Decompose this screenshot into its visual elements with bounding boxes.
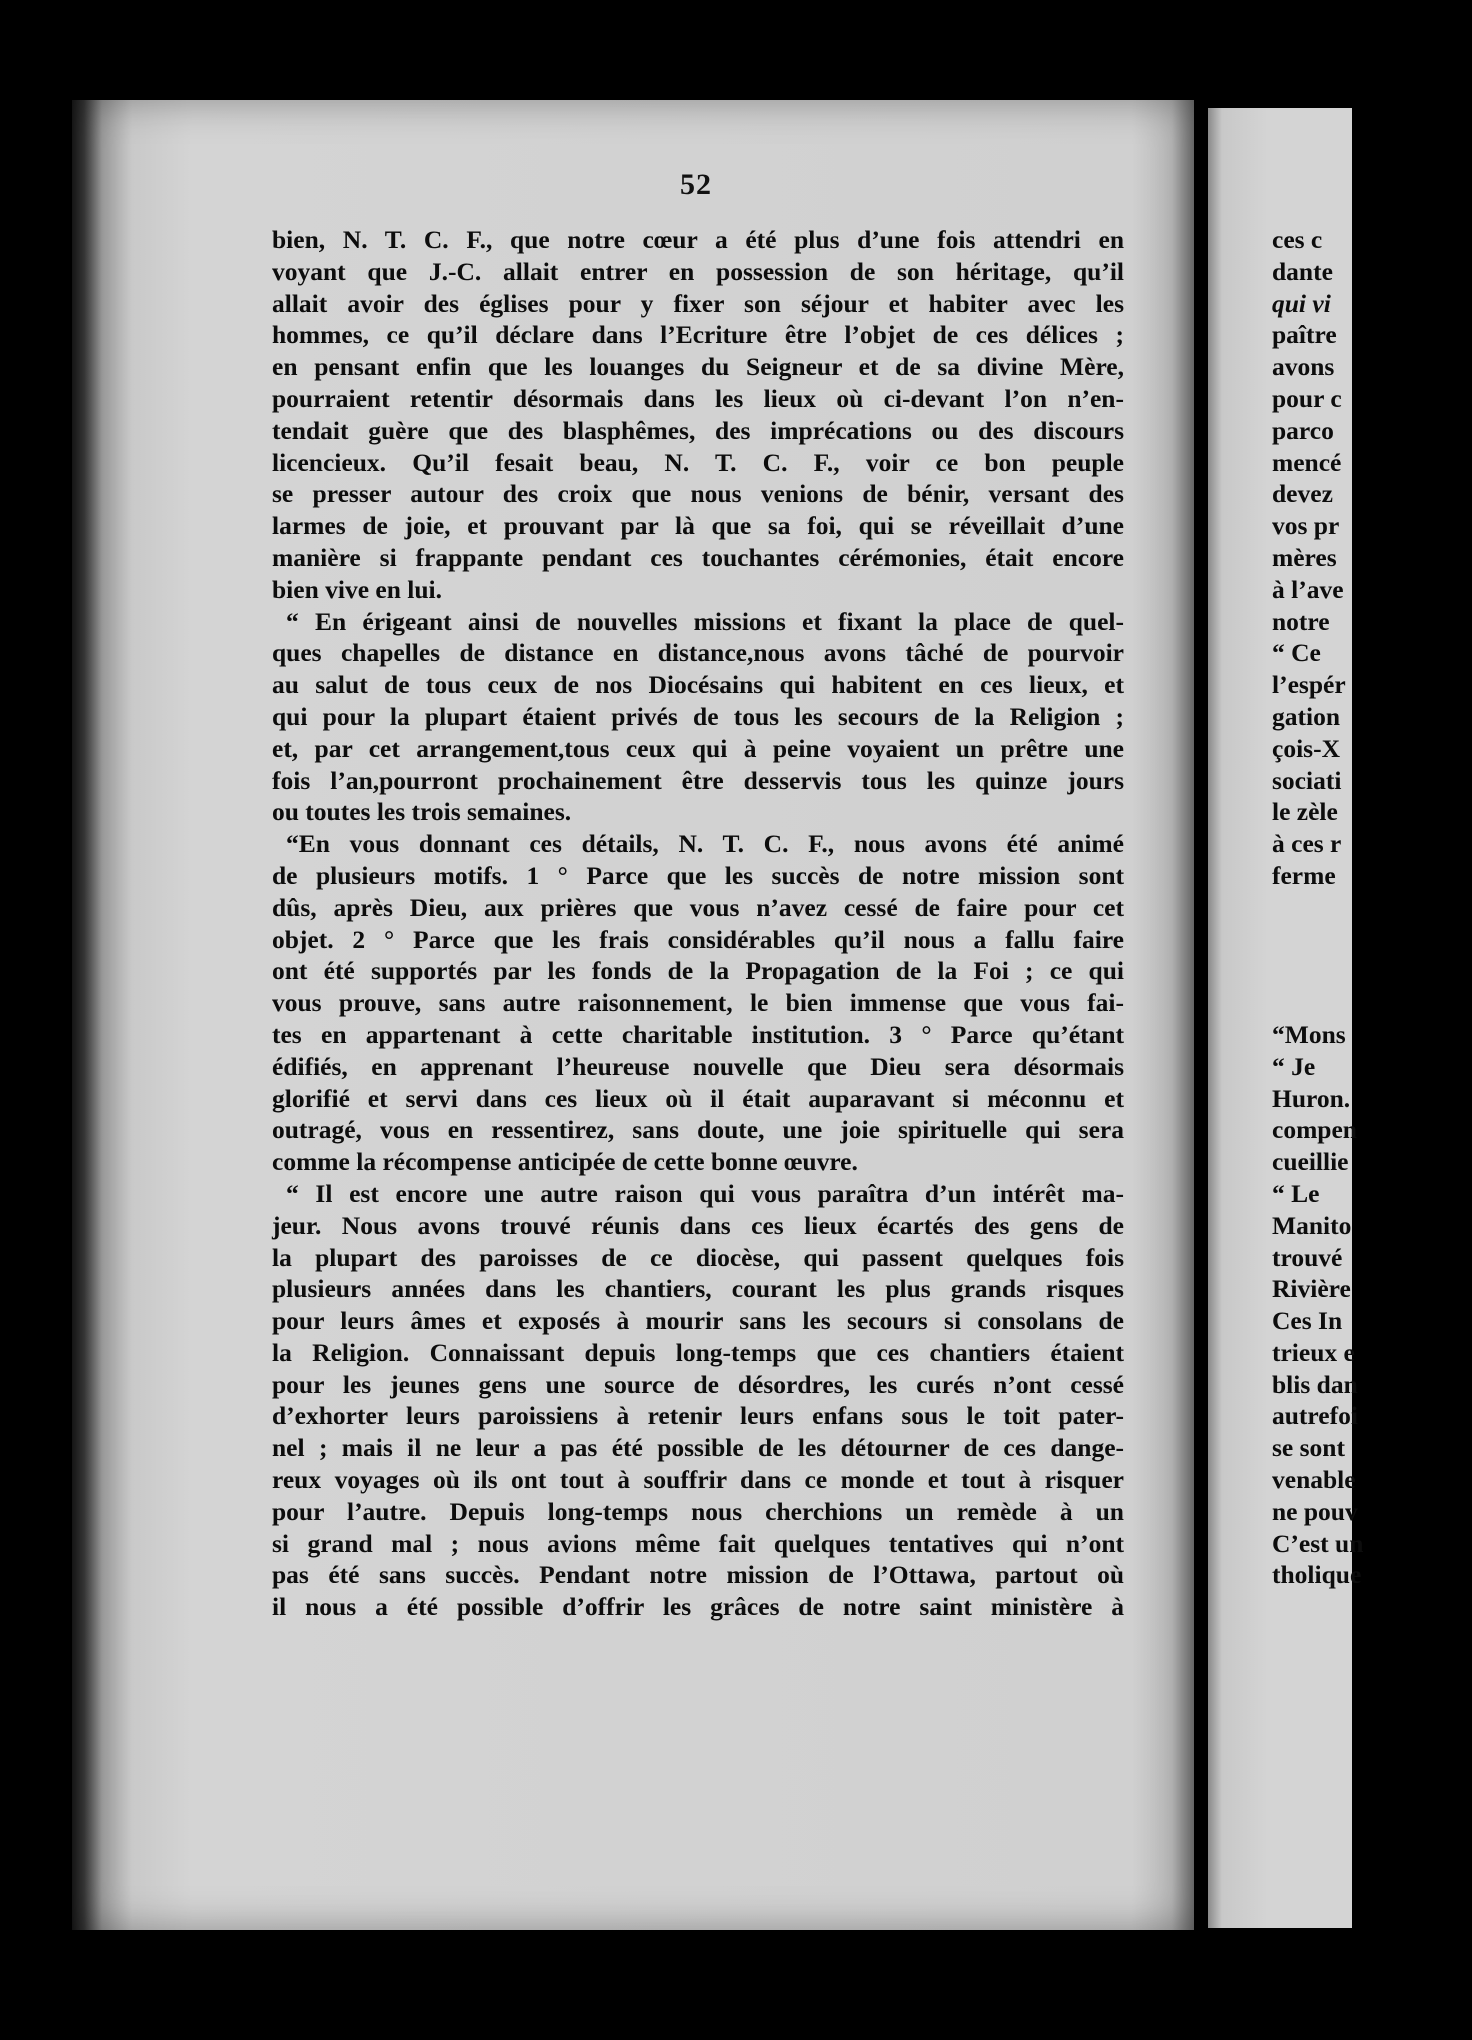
right-page-line-fragment: sociati xyxy=(1272,765,1342,795)
right-page-line-fragment: “ Le xyxy=(1272,1178,1320,1208)
right-page-line-fragment: paître xyxy=(1272,320,1337,350)
text-line: se presser autour des croix que nous venions de bénir, versant des xyxy=(272,479,1124,509)
right-page-line-fragment: ne pouv xyxy=(1272,1496,1358,1526)
right-page-line-fragment: Manito xyxy=(1272,1210,1352,1240)
right-page-line-fragment: ferme xyxy=(1272,860,1336,890)
right-page-line-fragment: venable xyxy=(1272,1465,1356,1495)
right-page-line-fragment: gation xyxy=(1272,701,1341,731)
right-page-line-fragment xyxy=(1272,955,1472,987)
right-page-line-fragment: pour c xyxy=(1272,383,1342,413)
main-text-column xyxy=(272,224,1124,1623)
right-page-line-fragment: “Mons xyxy=(1272,1019,1346,1049)
left-binding-shadow xyxy=(0,0,72,2040)
text-line: allait avoir des églises pour y fixer son séjour et habiter avec les xyxy=(272,288,1124,318)
text-line: “En vous donnant ces détails, N. T. C. F., nous avons été animé xyxy=(286,829,1124,859)
right-page-line-fragment: “ Ce xyxy=(1272,638,1321,668)
text-line: “ En érigeant ainsi de nouvelles missions et fixant la place de quel- xyxy=(286,606,1124,636)
text-line: vous prouve, sans autre raisonnement, le bien immense que vous fai- xyxy=(272,988,1124,1018)
page-fold-divider xyxy=(1194,100,1208,1940)
text-line: pas été sans succès. Pendant notre mission de l’Ottawa, partout où xyxy=(272,1560,1124,1590)
text-line: bien, N. T. C. F., que notre cœur a été plus d’une fois attendri en xyxy=(272,225,1124,254)
text-line: ques chapelles de distance en distance,nous avons tâché de pourvoir xyxy=(272,638,1124,668)
right-page-line-fragment: parco xyxy=(1272,415,1334,445)
right-page-line-fragment: tholique xyxy=(1272,1560,1362,1590)
right-page-line-fragment: blis dan xyxy=(1272,1369,1358,1399)
text-line: reux voyages où ils ont tout à souffrir dans ce monde et tout à risquer xyxy=(272,1465,1124,1495)
page-number: 52 xyxy=(680,168,712,201)
text-line: pourraient retentir désormais dans les lieux où ci-devant l’on n’en- xyxy=(272,383,1124,413)
text-line: comme la récompense anticipée de cette bonne œuvre. xyxy=(272,1147,858,1177)
right-page-line-fragment: çois-X xyxy=(1272,733,1340,763)
right-page-line-fragment: Ces In xyxy=(1272,1306,1343,1336)
text-line: dûs, après Dieu, aux prières que vous n’avez cessé de faire pour cet xyxy=(272,892,1124,922)
text-line: si grand mal ; nous avions même fait quelques tentatives qui n’ont xyxy=(272,1528,1124,1558)
right-page-line-fragment: se sont xyxy=(1272,1433,1345,1463)
text-line: d’exhorter leurs paroissiens à retenir leurs enfans sous le toit pater- xyxy=(272,1401,1124,1431)
text-line: pour leurs âmes et exposés à mourir sans les secours si consolans de xyxy=(272,1306,1124,1336)
right-page-line-fragment: Rivière xyxy=(1272,1274,1351,1304)
right-page-line-fragment xyxy=(1272,892,1472,924)
text-line: “ Il est encore une autre raison qui vous paraîtra d’un intérêt ma- xyxy=(286,1178,1124,1208)
right-page-line-fragment: notre xyxy=(1272,606,1330,636)
text-line: manière si frappante pendant ces touchantes cérémonies, était encore xyxy=(272,542,1124,572)
right-page-line-fragment: l’espér xyxy=(1272,670,1346,700)
text-line: plusieurs années dans les chantiers, courant les plus grands risques xyxy=(272,1274,1124,1304)
text-line: de plusieurs motifs. 1 ° Parce que les succès de notre mission sont xyxy=(272,860,1124,890)
text-line: fois l’an,pourront prochainement être desservis tous les quinze jours xyxy=(272,765,1124,795)
text-line: bien vive en lui. xyxy=(272,574,443,604)
right-page-line-fragment: à l’ave xyxy=(1272,574,1344,604)
text-line: et, par cet arrangement,tous ceux qui à peine voyaient un prêtre une xyxy=(272,733,1124,763)
text-line: ou toutes les trois semaines. xyxy=(272,797,572,827)
right-page-line-fragment: trieux e xyxy=(1272,1337,1355,1367)
right-page-line-fragment: qui vi xyxy=(1272,288,1331,318)
right-page-line-fragment: cueillie xyxy=(1272,1147,1349,1177)
right-page-line-fragment: C’est un xyxy=(1272,1528,1364,1558)
text-line: pour les jeunes gens une source de désordres, les curés n’ont cessé xyxy=(272,1369,1124,1399)
text-line: licencieux. Qu’il fesait beau, N. T. C. F., voir ce bon peuple xyxy=(272,447,1124,477)
text-line: ont été supportés par les fonds de la Propagation de la Foi ; ce qui xyxy=(272,956,1124,986)
right-page-line-fragment: vos pr xyxy=(1272,511,1340,541)
text-line: édifiés, en apprenant l’heureuse nouvelle que Dieu sera désormais xyxy=(272,1051,1124,1081)
right-page-line-fragment: devez xyxy=(1272,479,1333,509)
right-page-line-fragment xyxy=(1272,987,1472,1019)
right-page-line-fragment: ces c xyxy=(1272,225,1323,254)
text-line: tendait guère que des blasphêmes, des imprécations ou des discours xyxy=(272,415,1124,445)
right-page-line-fragment: “ Je xyxy=(1272,1051,1316,1081)
text-line: larmes de joie, et prouvant par là que sa foi, qui se réveillait d’une xyxy=(272,511,1124,541)
right-page-line-fragment: dante xyxy=(1272,256,1333,286)
text-line: qui pour la plupart étaient privés de tous les secours de la Religion ; xyxy=(272,701,1124,731)
bottom-page-shadow xyxy=(72,1930,1194,2040)
right-page-line-fragment: mencé xyxy=(1272,447,1342,477)
text-line: la plupart des paroisses de ce diocèse, qui passent quelques fois xyxy=(272,1242,1124,1272)
text-line: jeur. Nous avons trouvé réunis dans ces lieux écartés des gens de xyxy=(272,1210,1124,1240)
right-page-text-fragments xyxy=(1272,224,1472,1591)
right-page-line-fragment: autrefoi xyxy=(1272,1401,1358,1431)
right-page-line-fragment: Huron. xyxy=(1272,1083,1351,1113)
right-page-line-fragment xyxy=(1272,924,1472,956)
text-line: en pensant enfin que les louanges du Seigneur et de sa divine Mère, xyxy=(272,352,1124,382)
text-line: nel ; mais il ne leur a pas été possible de les détourner de ces dange- xyxy=(272,1433,1124,1463)
text-line: pour l’autre. Depuis long-temps nous cherchions un remède à un xyxy=(272,1496,1124,1526)
text-line: il nous a été possible d’offrir les grâces de notre saint ministère à xyxy=(272,1592,1124,1622)
text-line: la Religion. Connaissant depuis long-temps que ces chantiers étaient xyxy=(272,1337,1124,1367)
text-line: voyant que J.-C. allait entrer en possession de son héritage, qu’il xyxy=(272,256,1124,286)
right-page-line-fragment: trouvé xyxy=(1272,1242,1343,1272)
right-page-line-fragment: avons xyxy=(1272,352,1335,382)
text-line: outragé, vous en ressentirez, sans doute, une joie spirituelle qui sera xyxy=(272,1115,1124,1145)
right-page-line-fragment: à ces r xyxy=(1272,829,1342,859)
right-page-line-fragment: compen xyxy=(1272,1115,1357,1145)
right-page-line-fragment: le zèle xyxy=(1272,797,1338,827)
text-line: tes en appartenant à cette charitable institution. 3 ° Parce qu’étant xyxy=(272,1019,1124,1049)
text-line: hommes, ce qu’il déclare dans l’Ecriture être l’objet de ces délices ; xyxy=(272,320,1124,350)
text-line: glorifié et servi dans ces lieux où il était auparavant si méconnu et xyxy=(272,1083,1124,1113)
text-line: objet. 2 ° Parce que les frais considérables qu’il nous a fallu faire xyxy=(272,924,1124,954)
text-line: au salut de tous ceux de nos Diocésains qui habitent en ces lieux, et xyxy=(272,670,1124,700)
right-page-line-fragment: mères xyxy=(1272,542,1337,572)
